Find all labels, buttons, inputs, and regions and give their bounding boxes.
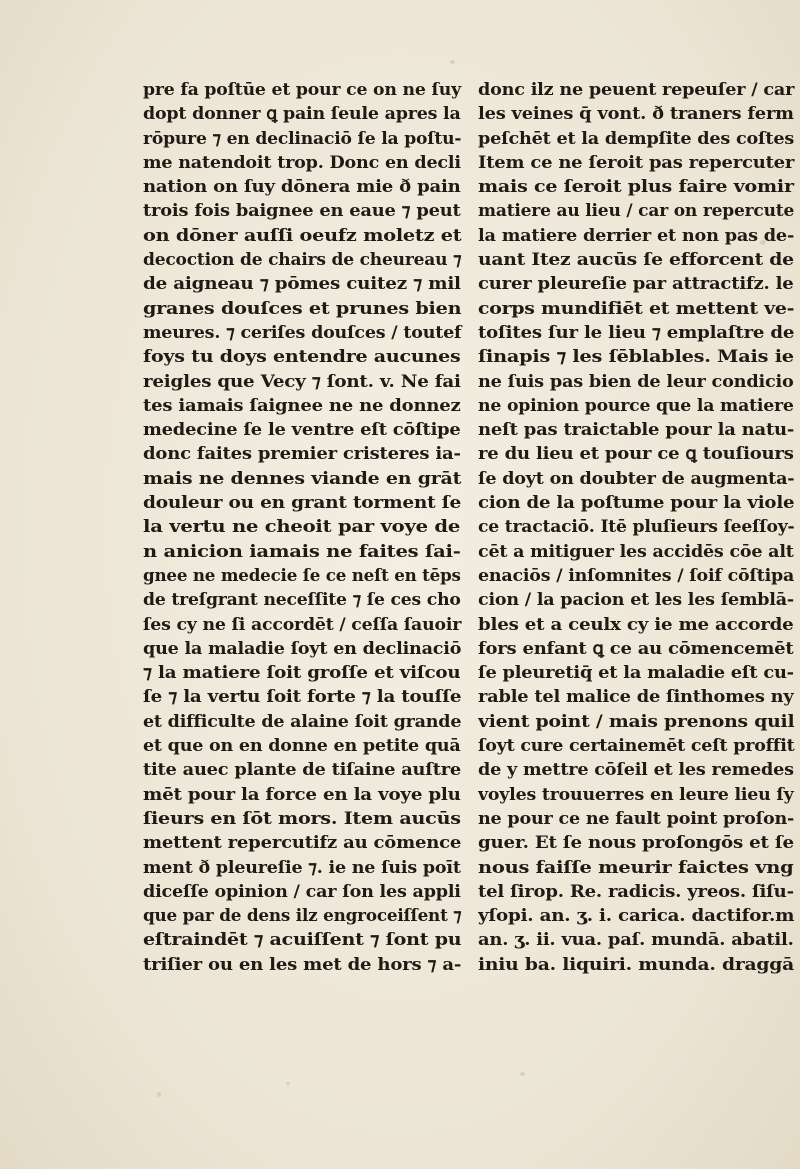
text-line: foys tu doys entendre aucunes xyxy=(143,347,461,368)
text-line: bles et a ceulx cy ie me accorde xyxy=(478,614,794,635)
text-line: dopt donner ꝗ pain ſeule apres la xyxy=(143,104,461,125)
text-line: ne ſuis pas bien de leur condicio xyxy=(478,371,794,392)
text-line: ſe doyt on doubter de augmenta- xyxy=(478,468,795,489)
text-line: toſites ſur le lieu ⁊ emplaſtre de xyxy=(478,322,795,343)
text-line: ment ð pleureſie ⁊. ie ne ſuis poīt xyxy=(143,857,461,878)
text-line: douleur ou en grant torment ſe xyxy=(143,493,462,514)
right-text-column xyxy=(478,78,800,977)
paper-stain xyxy=(520,1072,525,1076)
text-line: me natendoit trop. Donc en decli xyxy=(143,152,461,173)
text-line: la matiere derrier et non pas de- xyxy=(478,225,795,246)
text-line: cēt a mitiguer les accidēs cōe alt xyxy=(478,541,794,562)
text-line: tite auec plante de tiſaine auſtre xyxy=(143,760,461,781)
text-line: cion / la pacion et les les ſemblā- xyxy=(478,590,794,611)
text-line: mettent repercutifz au cōmence xyxy=(143,833,462,854)
text-line: ſe pleuretiq̄ et la maladie eſt cu- xyxy=(478,663,794,684)
text-line: enaciōs / inſomnites / ſoif cōſtipa xyxy=(478,565,795,586)
text-line: donc faites premier cristeres ia- xyxy=(143,444,461,465)
text-line: ſe ⁊ la vertu ſoit forte ⁊ la touſſe xyxy=(143,687,462,708)
text-line: peſchēt et la dempſite des coſtes xyxy=(478,128,795,149)
text-line: et que on en donne en petite quā xyxy=(143,736,461,757)
text-line: ſieurs en ſōt mors. Item aucūs xyxy=(143,808,461,829)
text-line: nation on ſuy dōnera mie ð pain xyxy=(143,177,461,198)
text-line: matiere au lieu / car on repercute xyxy=(478,201,795,222)
text-line: gnee ne medecie ſe ce neſt en tēps xyxy=(143,565,461,586)
text-line: donc ilz ne peuent repeuſer / car xyxy=(478,80,795,100)
text-line: reigles que Vecy ⁊ ſont. v. Ne fai xyxy=(143,371,461,392)
text-line: ſes cy ne ſi accordēt / ceſſa ſauoir xyxy=(143,614,462,635)
text-line: Item ce ne ſeroit pas repercuter xyxy=(478,152,795,173)
text-line: meures. ⁊ ceriſes douſces / toutef xyxy=(143,322,462,343)
text-line: medecine ſe le ventre eſt cōſtipe xyxy=(143,420,461,441)
text-line: les veines q̄ vont. ð traners ferm xyxy=(478,104,794,125)
paper-stain xyxy=(157,1092,161,1097)
text-line: mēt pour la force en la voye plu xyxy=(143,784,461,805)
text-line: uant Itez aucūs ſe efforcent de xyxy=(478,250,794,271)
text-line: que par de dens ilz engroceiſſent ⁊ xyxy=(143,906,462,927)
text-line: que la maladie ſoyt en declinaciō xyxy=(143,638,462,659)
text-line: mais ne dennes viande en grāt xyxy=(143,468,462,489)
paper-stain xyxy=(450,60,455,64)
text-line: granes douſces et prunes bien xyxy=(143,298,462,319)
text-line: ſinapis ⁊ les ſēblables. Mais ie xyxy=(478,347,794,368)
text-line: ce tractaciō. Itē pluſieurs ſeeſſoy- xyxy=(478,517,795,538)
text-line: guer. Et ſe nous proſongōs et ſe xyxy=(478,833,794,854)
text-line: ſoyt cure certainemēt ceſt proffit xyxy=(478,736,795,757)
text-line: rōpure ⁊ en declinaciō ſe la poſtu- xyxy=(143,128,462,149)
text-line: iniu ba. liquiri. munda. draggā xyxy=(478,954,795,975)
text-line: nous faiſſe meurir faictes vng xyxy=(478,857,794,878)
text-line: fors enfant ꝗ ce au cōmencemēt xyxy=(478,638,794,659)
text-line: de aigneau ⁊ pōmes cuitez ⁊ mil xyxy=(143,274,461,295)
text-line: mais ce ſeroit plus faire vomir xyxy=(478,177,794,198)
text-line: ne opinion pource que la matiere xyxy=(478,395,794,416)
text-line: et difficulte de alaine ſoit grande xyxy=(143,711,462,732)
text-line: vient point / mais prenons quil xyxy=(478,711,795,732)
text-line: de y mettre cōſeil et les remedes xyxy=(478,760,794,781)
text-line: yſopi. an. ʒ. i. carica. dactifor.m xyxy=(478,906,795,927)
text-line: eſtraindēt ⁊ acuiſſent ⁊ ſont pu xyxy=(143,930,462,951)
text-line: ⁊ la matiere ſoit groſſe et viſcou xyxy=(143,663,461,684)
text-line: la vertu ne cheoit par voye de xyxy=(143,517,461,538)
text-line: n anicion iamais ne faites ſai- xyxy=(143,541,461,562)
text-line: re du lieu et pour ce ꝗ touſiours xyxy=(478,444,794,465)
text-line: triſier ou en les met de hors ⁊ a- xyxy=(143,954,462,975)
text-line: decoction de chairs de cheureau ⁊ xyxy=(143,250,462,271)
text-line: de treſgrant neceſſite ⁊ ſe ces cho xyxy=(143,590,461,611)
paper-stain xyxy=(286,1082,290,1085)
text-line: cion de la poſtume pour la viole xyxy=(478,493,795,514)
left-text-column xyxy=(143,78,463,977)
text-line: voyles trouuerres en leure lieu ſy xyxy=(478,784,794,805)
text-line: ne pour ce ne fault point proſon- xyxy=(478,808,795,829)
text-line: on dōner auſſi oeufz moletz et xyxy=(143,225,462,246)
text-line: curer pleureſie par attractifz. le xyxy=(478,274,794,295)
text-line: neſt pas traictable pour la natu- xyxy=(478,420,795,441)
text-line: pre fa poſtūe et pour ce on ne ſuy xyxy=(143,80,461,100)
text-line: tel ſirop. Re. radicis. yreos. ſiſu- xyxy=(478,881,794,902)
text-line: an. ʒ. ii. vua. paſ. mundā. abatil. xyxy=(478,930,794,951)
text-line: tes iamais ſaignee ne ne donnez xyxy=(143,395,461,416)
text-line: trois fois baignee en eaue ⁊ peut xyxy=(143,201,461,222)
text-line: corps mundifiēt et mettent ve- xyxy=(478,298,795,319)
text-line: diceſſe opinion / car ſon les appli xyxy=(143,881,461,902)
text-line: rable tel malice de ſinthomes ny xyxy=(478,687,794,708)
